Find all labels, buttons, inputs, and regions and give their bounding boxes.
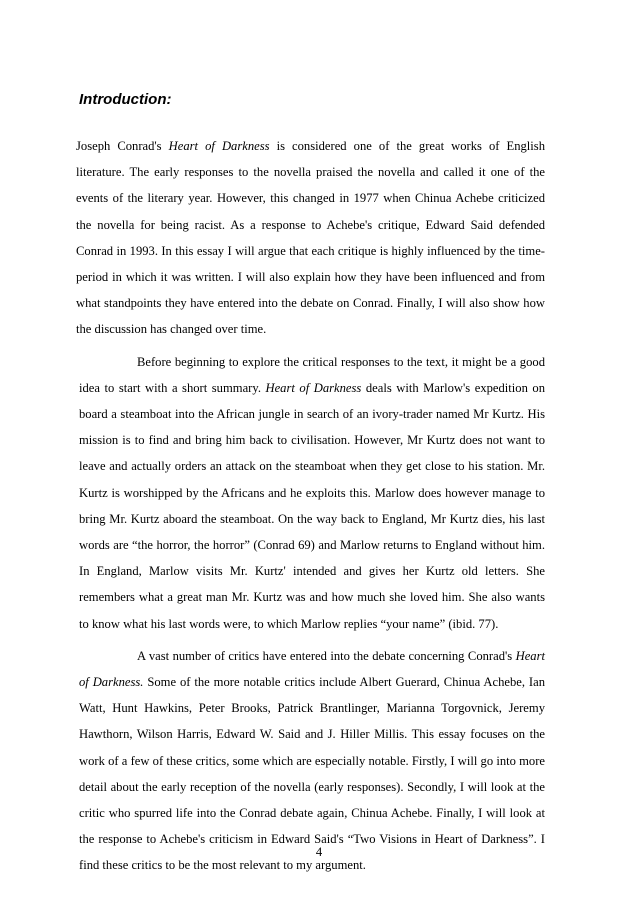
paragraph-segment: is considered one of the great works of English literature. The early responses to the novella praised the novella and called it one of the events of the literary year. However, this changed in 1977 when Chinua Achebe criticized the novella for being racist. As a response to Achebe's critique, Edward Said defended Conrad in 1993. In this essay I will argue that each critique is highly influenced by the time-period in which it was written. I will also explain how they have been influenced and from what standpoints they have entered into the debate on Conrad. Finally, I will also show how the discussion has changed over time. bbox=[76, 139, 546, 337]
book-title: Heart of Darkness. bbox=[79, 648, 545, 690]
book-title: Heart of Darkness bbox=[265, 380, 362, 395]
paragraph-segment: A vast number of critics have entered into the debate concerning Conrad's bbox=[137, 648, 516, 663]
section-heading: Introduction: bbox=[79, 91, 172, 108]
paragraph-summary bbox=[79, 349, 545, 637]
page-number: 4 bbox=[315, 845, 323, 859]
paragraph-segment: deals with Marlow's expedition on board a steamboat into the African jungle in search of an ivory-trader named Mr Kurtz. His mission is to find and bring him back to civilisation. However, Mr Kurtz does not want to leave and actually orders an attack on the steamboat when they get close to his station. Mr. Kurtz is worshipped by the Africans and he exploits this. Marlow does however manage to bring Mr. Kurtz aboard the steamboat. On the way back to England, Mr Kurtz dies, his last words are “the horror, the horror” (Conrad 69) and Marlow returns to England without him. In England, Marlow visits Mr. Kurtz' intended and gives her Kurtz old letters. She remembers what a great man Mr. Kurtz was and how much she loved him. She also wants to know what his last words were, to which Marlow replies “your name” (ibid. 77). bbox=[79, 380, 546, 631]
paragraph-segment: Before beginning to explore the critical responses to the text, it might be a good idea to start with a short summary. bbox=[79, 354, 545, 395]
paragraph-segment: Joseph Conrad's bbox=[76, 139, 169, 153]
book-title: Heart of Darkness bbox=[168, 139, 270, 153]
paragraph-introduction bbox=[76, 133, 545, 343]
paragraph-critics bbox=[79, 643, 545, 879]
body-text bbox=[76, 133, 546, 885]
paragraph-segment: Some of the more notable critics include Albert Guerard, Chinua Achebe, Ian Watt, Hunt Hawkins, Peter Brooks, Patrick Brantlinger, Marianna Torgovnick, Jeremy Hawthorn, Wilson Harris, Edward W. Said and J. Hiller Millis. This essay focuses on the work of a few of these critics, some which are especially notable. Firstly, I will go into more detail about the early reception of the novella (early responses). Secondly, I will look at the critic who spurred life into the Conrad debate again, Chinua Achebe. Finally, I will look at the response to Achebe's criticism in Edward Said's “Two Visions in Heart of Darkness”. I find these critics to be the most relevant to my argument. bbox=[79, 675, 545, 873]
